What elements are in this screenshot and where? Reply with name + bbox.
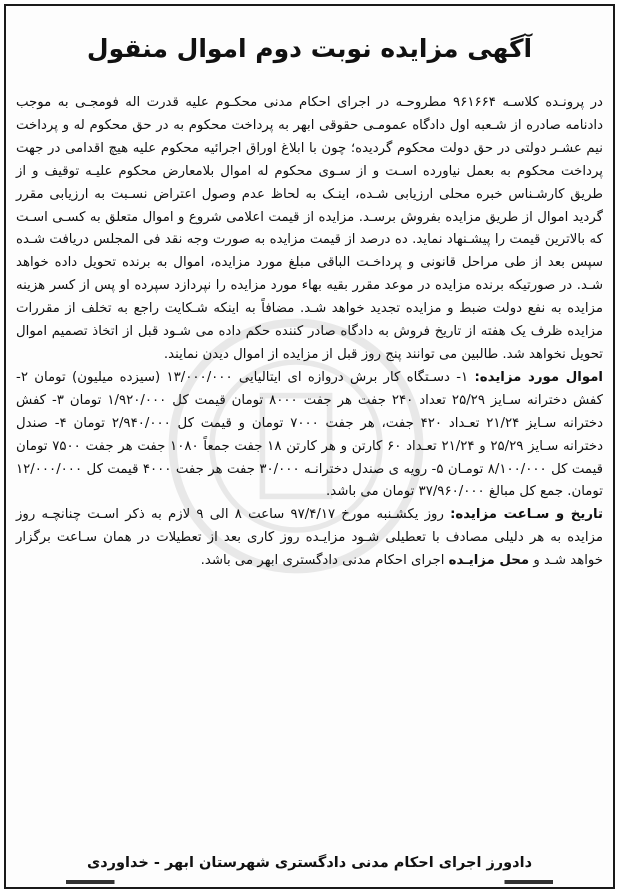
date-text: روز یکشـنبه مورخ ۹۷/۴/۱۷ ساعت ۸ الی ۹ لازم به ذکر اسـت چنانچـه روز مزایده به هر دلیلی مصادف با تعطیلی شـود مزایـده روز کاری بعد از تعطیلات در همان سـاعت برگزار خواهد شـد و xyxy=(16,507,603,569)
items-section xyxy=(16,367,603,504)
items-label: اموال مورد مزایده: xyxy=(474,369,603,385)
notice-paragraph: در پرونـده کلاسـه ۹۶۱۶۶۴ مطروحـه در اجرای احکام مدنی محکـوم علیه قدرت اله فومجـی به موجب دادنامه صادره از شـعبه اول دادگاه عمومـی حقوقی ابهر به پرداخت محکوم به در حق محکوم له و پرداخت نیم عشـر دولتی در حق دولت محکوم گردیده؛ چون با ابلاغ اوراق اجرائیه محکوم علیه هیچ اقدامی در جهت پرداخت محکوم به بعمل نیاورده اسـت و از سـوی محکوم له اموال بلامعارض محکوم علیـه توقیف و از طریق کارشـناس خبره محلی ارزیابی شـده، اینـک به لحاظ عدم وصول اعتراض نسـبت به ارزیابی مقرر گردید اموال از طریق مزایده بفروش برسـد. مزایده از قیمت اعلامی شروع و اموال متعلق به کسـی اسـت که بالاترین قیمت را پیشـنهاد نماید. ده درصد از قیمت مزایده به صورت وجه نقد فی المجلس دریافت شـده سپس بعد از طی مراحل قانونی و پرداخـت الباقی مبلغ مورد مزایده، اموال به برنده تحویل داده خواهد شـد. در صورتیکه برنده مزایده در موعد مقرر بقیه بهاء مورد مزایده را نپردازد سپرده او پس از کسر هزینه مزایده به نفع دولت ضبط و مزایده تجدید خواهد شـد. مضافاً به اینکه شـکایت راجع به تخلف از مقررات مزایده ظرف یک هفته از تاریخ فروش به دادگاه صادر کننده حکم داده می شـود قبل از اتخاذ تصمیم اموال تحویل نخواهد شد. طالبین می توانند پنج روز قبل از مزایده از اموال دیدن نمایند. xyxy=(16,95,603,362)
date-label: تاریخ و سـاعت مزایده: xyxy=(450,507,603,523)
notice-signature: دادورز اجرای احکام مدنی دادگستری شهرستان ابهر - خداوردی xyxy=(86,855,533,871)
notice-frame xyxy=(4,4,615,889)
place-text: اجرای احکام مدنی دادگستری ابهر می باشد. xyxy=(200,553,449,569)
notice-body xyxy=(16,92,603,573)
items-text: ۱- دسـتگاه کار برش دروازه ای ایتالیایی ۱۳/۰۰۰/۰۰۰ (سیزده میلیون) تومان ۲- کفش دخترانه سـایز ۲۵/۲۹ تعداد ۲۴۰ جفت هر جفت ۸۰۰۰ تومان قیمت کل ۱/۹۲۰/۰۰۰ تومان ۳- کفش دخترانه سـایز ۲۱/۲۴ تعـداد ۴۲۰ جفت، هر جفت ۷۰۰۰ تومان و قیمت کل ۲/۹۴۰/۰۰۰ تومان ۴- صندل دخترانه سـایز ۲۵/۲۹ و ۲۱/۲۴ تعـداد ۶۰ کارتن و هر کارتن ۱۸ جفت جمعاً ۱۰۸۰ جفت هر جفت ۷۵۰۰ تومان قیمت کل ۸/۱۰۰/۰۰۰ تومـان ۵- رویه ی صندل دخترانـه ۳۰/۰۰۰ جفت هر جفت ۴۰۰۰ قیمت کل ۱۲/۰۰۰/۰۰۰ تومان. جمع کل مبالغ ۳۷/۹۶۰/۰۰۰ تومان می باشد. xyxy=(16,369,604,500)
place-label: محل مزایـده xyxy=(448,553,530,569)
bottom-divider xyxy=(66,880,553,884)
date-section xyxy=(16,504,603,573)
notice-title: آگهی مزایده نوبت دوم اموال منقول xyxy=(86,34,533,63)
